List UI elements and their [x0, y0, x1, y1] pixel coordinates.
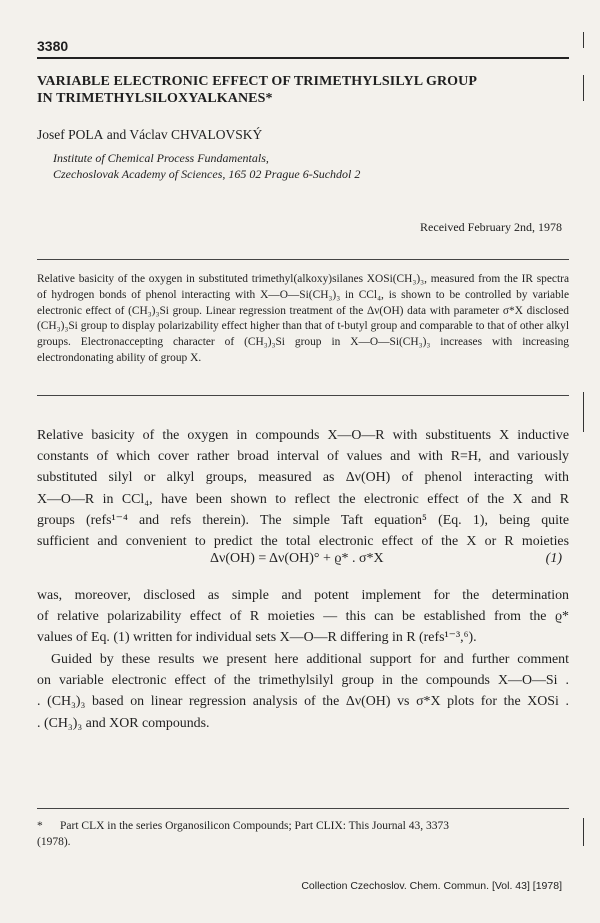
abstract-rule-top	[37, 259, 569, 260]
text-line: constants of which cover rather broad interval of values and with R=H, and variously	[37, 449, 569, 465]
body-paragraph-3	[37, 649, 569, 734]
text-line: groups (refs¹⁻⁴ and refs therein). The simple Taft equation⁵ (Eq. 1), being quite	[37, 512, 569, 528]
footnote	[37, 818, 569, 850]
author-separator: and	[103, 127, 130, 142]
footnote-line: * Part CLX in the series Organosilicon Compounds; Part CLIX: This Journal 43, 3373	[37, 820, 449, 832]
author-last-name: POLA	[68, 127, 104, 142]
body-paragraph-1	[37, 425, 569, 552]
received-date: Received February 2nd, 1978	[420, 220, 562, 234]
text-line: sufficient and convenient to predict the total electronic effect of the X or R moieties	[37, 534, 569, 550]
title-line: IN TRIMETHYLSILOXYALKANES*	[37, 91, 273, 106]
text-line: was, moreover, disclosed as simple and potent implement for the determination	[37, 588, 569, 603]
text-line: . (CH₃)₃ and XOR compounds.	[37, 715, 210, 731]
footnote-line: (1978).	[37, 836, 71, 848]
text-line: Relative basicity of the oxygen in compounds X—O—R with substituents X inductive	[37, 428, 569, 443]
margin-mark	[583, 32, 584, 48]
text-line: X—O—R in CCl₄, have been shown to reflect the electronic effect of the X and R	[37, 491, 569, 507]
affiliation	[53, 150, 553, 182]
abstract-rule-bottom	[37, 395, 569, 396]
author-first-name: Josef	[37, 127, 69, 142]
margin-mark	[583, 818, 584, 846]
text-line: on variable electronic effect of the trimethylsilyl group in the compounds X—O—Si .	[37, 673, 569, 689]
text-line: . (CH₃)₃ based on linear regression analysis of the Δν(OH) vs σ*X plots for the XOSi .	[37, 694, 569, 710]
header-rule	[37, 57, 569, 59]
title-line: VARIABLE ELECTRONIC EFFECT OF TRIMETHYLSILYL GROUP	[37, 74, 478, 89]
journal-footer: Collection Czechoslov. Chem. Commun. [Vol. 43] [1978]	[301, 880, 562, 892]
text-line: substituted silyl or alkyl groups, measured as Δν(OH) of phenol interacting with	[37, 470, 569, 486]
page-number: 3380	[37, 38, 69, 54]
text-line: Guided by these results we present here additional support for and further comment	[51, 652, 569, 667]
footnote-rule	[37, 808, 569, 809]
affiliation-line: Institute of Chemical Process Fundamentals,	[53, 151, 269, 165]
equation: Δν(OH) = Δν(OH)° + ϱ* . σ*X	[210, 551, 384, 566]
author-last-name: CHVALOVSKÝ	[171, 127, 263, 142]
text-line: values of Eq. (1) written for individual sets X—O—R differing in R (refs¹⁻³,⁶).	[37, 630, 477, 646]
authors	[37, 127, 262, 143]
body-paragraph-2	[37, 585, 569, 649]
margin-mark	[583, 392, 584, 432]
margin-mark	[583, 75, 584, 101]
author-first-name: Václav	[129, 127, 171, 142]
text-line: of relative polarizability effect of R moieties — this can be established from the ϱ*	[37, 609, 569, 625]
equation-number: (1)	[545, 551, 562, 566]
abstract: Relative basicity of the oxygen in substituted trimethyl(alkoxy)silanes XOSi(CH₃)₃, measured from the IR spectra of hydrogen bonds of phenol interacting with X—O—Si(CH₃)₃ in CCl₄, is shown to be controlled by variable electronic effect of (CH₃)₃Si group. Linear regression treatment of the Δν(OH) data with parameter σ*X disclosed (CH₃)₃Si group to display polarizability effect higher than that of t-butyl group and comparable to that of other alkyl groups. Electronaccepting character of (CH₃)₃Si group in X—O—Si(CH₃)₃ increases with increasing electrondonating ability of group X.	[37, 273, 569, 364]
affiliation-line: Czechoslovak Academy of Sciences, 165 02 Prague 6-Suchdol 2	[53, 167, 361, 181]
article-title	[37, 73, 557, 107]
